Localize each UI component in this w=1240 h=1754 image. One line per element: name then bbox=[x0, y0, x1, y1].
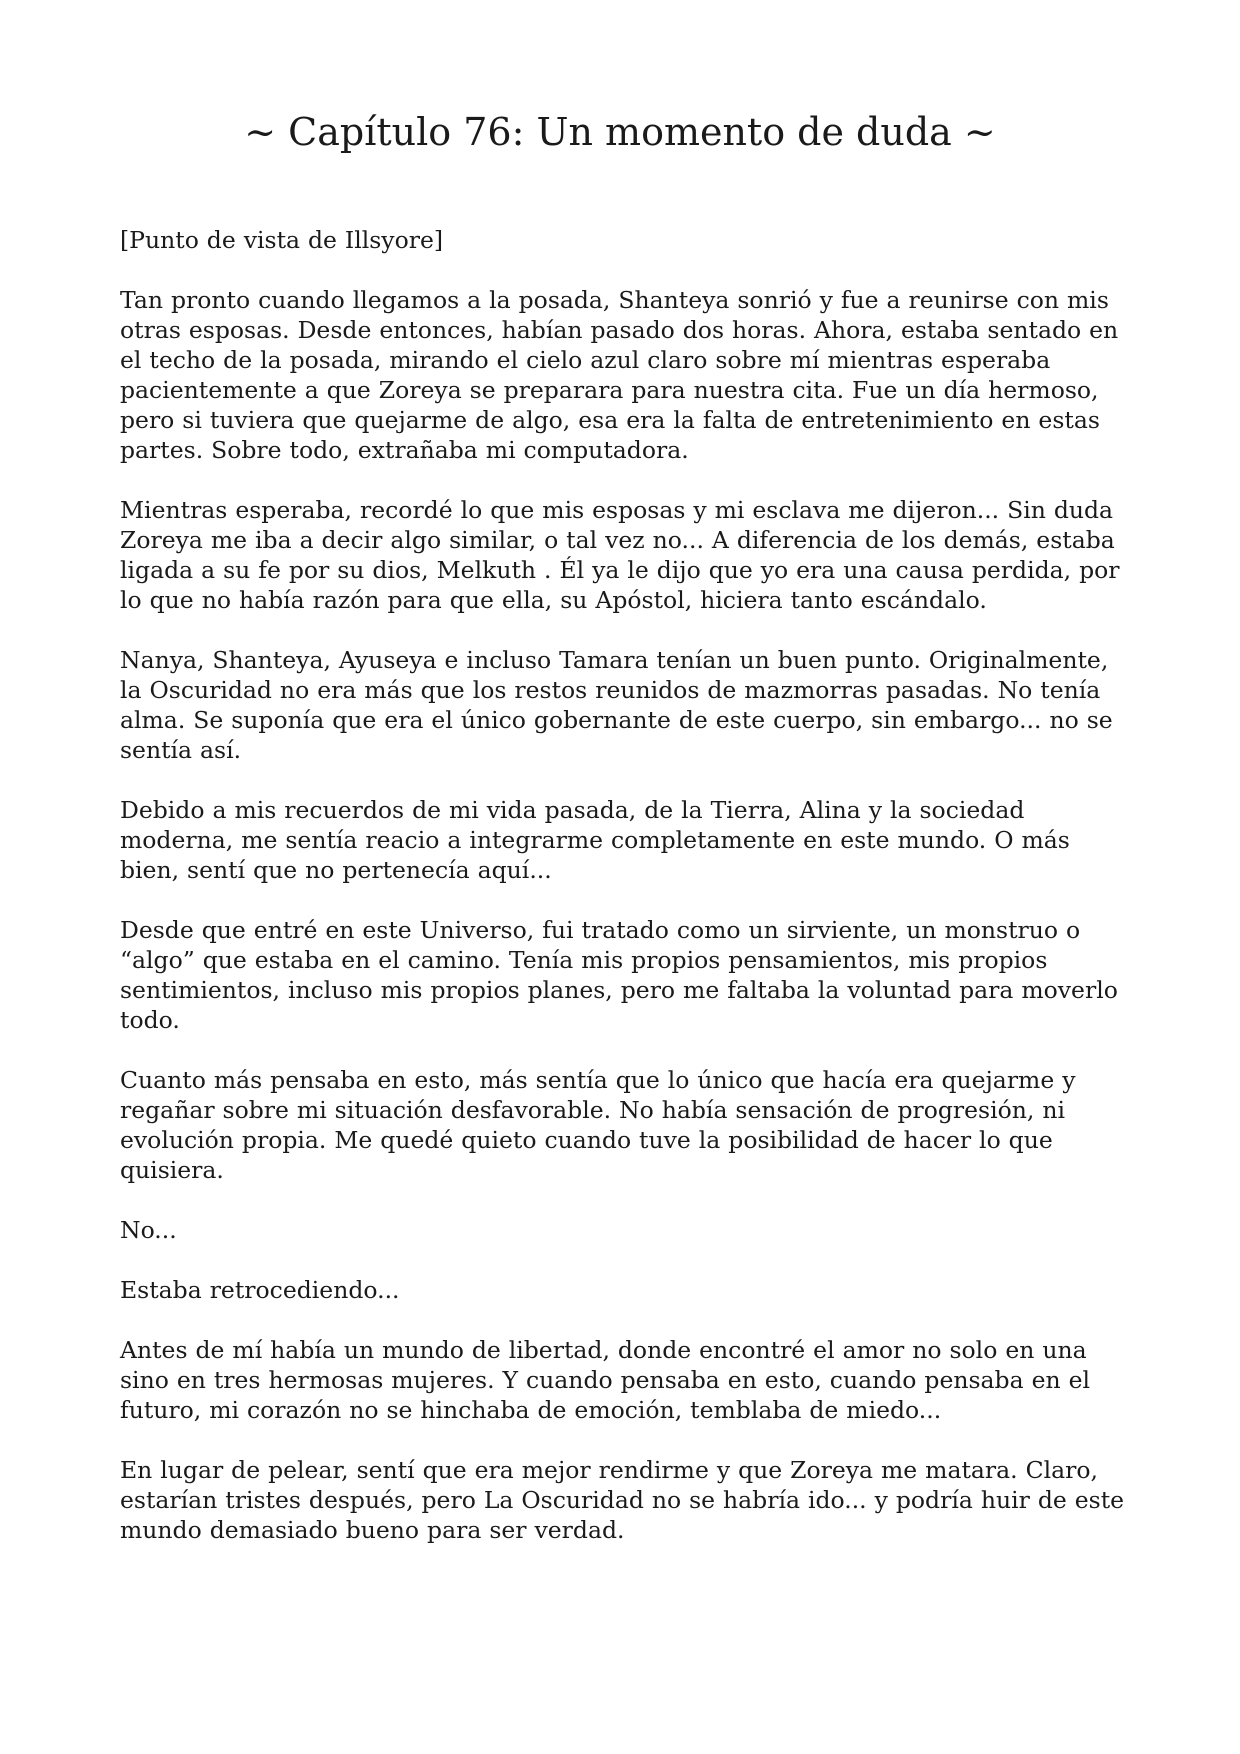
paragraph: En lugar de pelear, sentí que era mejor rendirme y que Zoreya me matara. Claro, estarían tristes después, pero La Oscuridad no se habría ido... y podría huir de este mundo demasiado bueno para ser verdad. bbox=[120, 1456, 1125, 1544]
chapter-title: ~ Capítulo 76: Un momento de duda ~ bbox=[244, 110, 996, 154]
paragraph: Desde que entré en este Universo, fui tratado como un sirviente, un monstruo o “algo” que estaba en el camino. Tenía mis propios pensamientos, mis propios sentimientos, incluso mis propios planes, pero me faltaba la voluntad para moverlo todo. bbox=[120, 916, 1118, 1034]
paragraph: Antes de mí había un mundo de libertad, donde encontré el amor no solo en una sino en tres hermosas mujeres. Y cuando pensaba en esto, cuando pensaba en el futuro, mi corazón no se hinchaba de emoción, temblaba de miedo... bbox=[120, 1336, 1091, 1424]
point-of-view-line: [Punto de vista de Illsyore] bbox=[120, 226, 444, 254]
chapter-body bbox=[120, 225, 1125, 1575]
paragraph: Cuanto más pensaba en esto, más sentía que lo único que hacía era quejarme y regañar sobre mi situación desfavorable. No había sensación de progresión, ni evolución propia. Me quedé quieto cuando tuve la posibilidad de hacer lo que quisiera. bbox=[120, 1066, 1076, 1184]
paragraph: Nanya, Shanteya, Ayuseya e incluso Tamara tenían un buen punto. Originalmente, la Oscuridad no era más que los restos reunidos de mazmorras pasadas. No tenía alma. Se suponía que era el único gobernante de este cuerpo, sin embargo... no se sentía así. bbox=[120, 646, 1113, 764]
paragraph: Tan pronto cuando llegamos a la posada, Shanteya sonrió y fue a reunirse con mis otras esposas. Desde entonces, habían pasado dos horas. Ahora, estaba sentado en el techo de la posada, mirando el cielo azul claro sobre mí mientras esperaba pacientemente a que Zoreya se preparara para nuestra cita. Fue un día hermoso, pero si tuviera que quejarme de algo, esa era la falta de entretenimiento en estas partes. Sobre todo, extrañaba mi computadora. bbox=[120, 286, 1119, 464]
paragraph: Mientras esperaba, recordé lo que mis esposas y mi esclava me dijeron... Sin duda Zoreya me iba a decir algo similar, o tal vez no... A diferencia de los demás, estaba ligada a su fe por su dios, Melkuth . Él ya le dijo que yo era una causa perdida, por lo que no había razón para que ella, su Apóstol, hiciera tanto escándalo. bbox=[120, 496, 1120, 614]
paragraph: No... bbox=[120, 1216, 177, 1244]
paragraph: Estaba retrocediendo... bbox=[120, 1276, 400, 1304]
paragraph: Debido a mis recuerdos de mi vida pasada, de la Tierra, Alina y la sociedad moderna, me sentía reacio a integrarme completamente en este mundo. O más bien, sentí que no pertenecía aquí... bbox=[120, 796, 1070, 884]
